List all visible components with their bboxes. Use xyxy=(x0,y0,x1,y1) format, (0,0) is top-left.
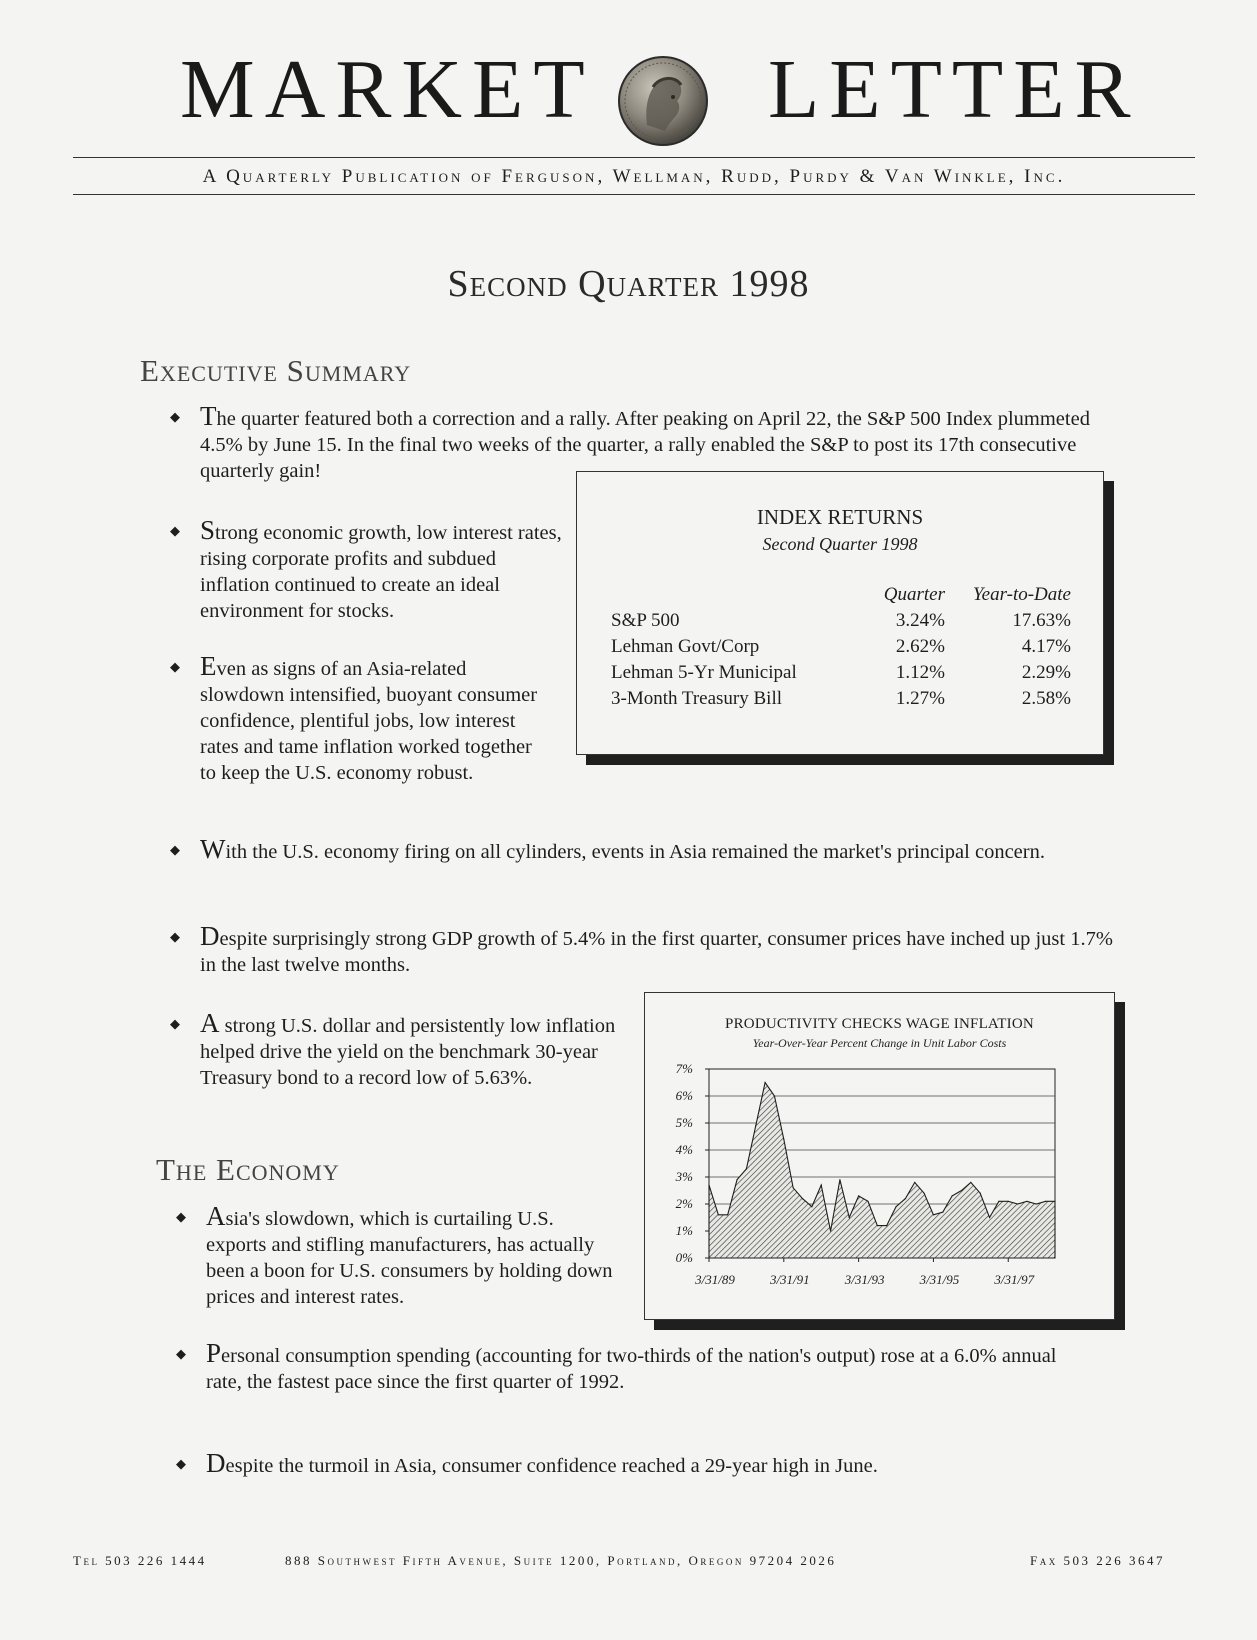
data-point xyxy=(1036,1203,1037,1204)
summary-bullet-6: ◆ A strong U.S. dollar and persistently low inflation helped drive the yield on the benchmark 30-year Treasury bond to a record low of 5.63%. xyxy=(170,1008,616,1089)
index-returns-subtitle: Second Quarter 1998 xyxy=(762,534,918,554)
summary-bullet-2: ◆ Strong economic growth, low interest rates, rising corporate profits and subdued inflation continued to create an ideal environment for stocks. xyxy=(170,515,562,622)
index-table-header xyxy=(611,584,1071,610)
data-point xyxy=(802,1198,803,1199)
footer-address: 888 Southwest Fifth Avenue, Suite 1200, Portland, Oregon 97204 2026 xyxy=(285,1553,837,1568)
quarter-return: 3.24% xyxy=(895,610,945,631)
data-point xyxy=(867,1201,868,1202)
x-tick-label: 3/31/97 xyxy=(994,1272,1035,1287)
data-point xyxy=(961,1190,962,1191)
table-row xyxy=(611,610,1071,636)
quarter-return: 2.62% xyxy=(895,636,945,657)
quarter-return: 1.12% xyxy=(895,662,945,683)
y-tick-label: 4% xyxy=(675,1142,693,1157)
roman-coin-icon xyxy=(617,55,709,147)
y-tick-label: 3% xyxy=(675,1169,693,1184)
bullet-diamond-icon: ◆ xyxy=(170,659,180,674)
data-point xyxy=(718,1214,719,1215)
data-point xyxy=(933,1214,934,1215)
unit-labor-cost-chart xyxy=(645,993,1114,1319)
index-returns-table xyxy=(611,584,1071,714)
data-point xyxy=(736,1179,737,1180)
data-point xyxy=(886,1225,887,1226)
table-row xyxy=(611,636,1071,662)
y-tick-label: 0% xyxy=(675,1250,693,1265)
index-name: 3-Month Treasury Bill xyxy=(611,688,783,709)
y-tick-label: 7% xyxy=(675,1061,693,1076)
economy-bullet-1: ◆ Asia's slowdown, which is curtailing U.S. exports and stifling manufacturers, has actually been a boon for U.S. consumers by holding down prices and interest rates. xyxy=(176,1201,613,1308)
footer-telephone: Tel 503 226 1444 xyxy=(73,1553,207,1568)
data-point xyxy=(877,1225,878,1226)
masthead-market-word: MARKET xyxy=(180,43,595,136)
data-point xyxy=(1045,1201,1046,1202)
data-point xyxy=(895,1206,896,1207)
data-point xyxy=(839,1179,840,1180)
chart-title: PRODUCTIVITY CHECKS WAGE INFLATION xyxy=(725,1016,1034,1032)
executive-summary-heading: Executive Summary xyxy=(140,353,412,388)
data-point xyxy=(783,1139,784,1140)
table-row xyxy=(611,662,1071,688)
data-point xyxy=(765,1082,766,1083)
data-point xyxy=(998,1201,999,1202)
data-point xyxy=(914,1182,915,1183)
x-tick-label: 3/31/95 xyxy=(919,1272,960,1287)
y-tick-label: 6% xyxy=(675,1088,693,1103)
data-point xyxy=(858,1195,859,1196)
masthead-bottom-rule xyxy=(73,194,1195,195)
productivity-chart-box xyxy=(644,992,1115,1320)
y-tick-label: 2% xyxy=(675,1196,693,1211)
summary-bullet-3: ◆ Even as signs of an Asia-related slowdown intensified, buoyant consumer confidence, plentiful jobs, low interest rates and tame inflation worked together to keep the U.S. economy robust. xyxy=(170,651,538,784)
index-name: Lehman Govt/Corp xyxy=(611,636,760,657)
economy-heading: The Economy xyxy=(156,1152,340,1187)
quarter-return: 1.27% xyxy=(895,688,945,709)
data-point xyxy=(1026,1201,1027,1202)
index-returns-box xyxy=(576,471,1104,755)
bullet-diamond-icon: ◆ xyxy=(170,929,180,944)
ytd-return: 2.58% xyxy=(1021,688,1071,709)
index-name: Lehman 5-Yr Municipal xyxy=(611,662,797,683)
bullet-diamond-icon: ◆ xyxy=(176,1346,186,1361)
data-point xyxy=(755,1125,756,1126)
masthead-top-rule xyxy=(73,157,1195,158)
index-returns-title: INDEX RETURNS xyxy=(756,505,924,529)
data-point xyxy=(849,1217,850,1218)
index-name: S&P 500 xyxy=(611,610,680,631)
bullet-diamond-icon: ◆ xyxy=(176,1209,186,1224)
data-point xyxy=(821,1185,822,1186)
x-tick-label: 3/31/89 xyxy=(695,1272,735,1287)
economy-bullet-3: ◆ Despite the turmoil in Asia, consumer confidence reached a 29-year high in June. xyxy=(176,1448,878,1478)
data-point xyxy=(1017,1203,1018,1204)
data-point xyxy=(830,1230,831,1231)
bullet-diamond-icon: ◆ xyxy=(170,1016,180,1031)
series-area xyxy=(709,1083,1055,1259)
ytd-return: 17.63% xyxy=(1012,610,1071,631)
summary-bullet-5: ◆ Despite surprisingly strong GDP growth of 5.4% in the first quarter, consumer prices have inched up just 1.7% in the last twelve months. xyxy=(170,921,1113,976)
bullet-diamond-icon: ◆ xyxy=(176,1456,186,1471)
chart-subtitle: Year-Over-Year Percent Change in Unit Labor Costs xyxy=(752,1036,1007,1050)
col-quarter-header: Quarter xyxy=(883,584,945,605)
bullet-diamond-icon: ◆ xyxy=(170,523,180,538)
bullet-diamond-icon: ◆ xyxy=(170,842,180,857)
x-tick-label: 3/31/93 xyxy=(844,1272,885,1287)
data-point xyxy=(1054,1201,1055,1202)
data-point xyxy=(727,1214,728,1215)
data-point xyxy=(942,1212,943,1213)
masthead-letter-word: LETTER xyxy=(768,43,1141,136)
data-point xyxy=(774,1095,775,1096)
data-point xyxy=(952,1195,953,1196)
bullet-diamond-icon: ◆ xyxy=(170,409,180,424)
table-row xyxy=(611,688,1071,714)
masthead-subtitle: A Quarterly Publication of Ferguson, Wellman, Rudd, Purdy & Van Winkle, Inc. xyxy=(202,166,1066,187)
data-point xyxy=(989,1217,990,1218)
y-tick-label: 1% xyxy=(675,1223,693,1238)
footer-fax: Fax 503 226 3647 xyxy=(1030,1553,1165,1568)
y-tick-label: 5% xyxy=(675,1115,693,1130)
x-tick-label: 3/31/91 xyxy=(769,1272,810,1287)
ytd-return: 2.29% xyxy=(1021,662,1071,683)
ytd-return: 4.17% xyxy=(1021,636,1071,657)
data-point xyxy=(811,1206,812,1207)
issue-title: Second Quarter 1998 xyxy=(447,263,810,305)
data-point xyxy=(746,1168,747,1169)
data-point xyxy=(1008,1201,1009,1202)
data-point xyxy=(905,1198,906,1199)
summary-bullet-4: ◆ With the U.S. economy firing on all cylinders, events in Asia remained the market's principal concern. xyxy=(170,834,1045,864)
summary-bullet-1: ◆ The quarter featured both a correction and a rally. After peaking on April 22, the S&P 500 Index plummeted 4.5% by June 15. In the final two weeks of the quarter, a rally enabled the S&P to post its 17th consecutive quarterly gain! xyxy=(170,401,1090,482)
economy-bullet-2: ◆ Personal consumption spending (accounting for two-thirds of the nation's output) rose at a 6.0% annual rate, the fastest pace since the first quarter of 1992. xyxy=(176,1338,1057,1393)
data-point xyxy=(708,1185,709,1186)
data-point xyxy=(793,1187,794,1188)
data-point xyxy=(970,1182,971,1183)
col-ytd-header: Year-to-Date xyxy=(972,584,1071,605)
data-point xyxy=(980,1193,981,1194)
data-point xyxy=(923,1193,924,1194)
